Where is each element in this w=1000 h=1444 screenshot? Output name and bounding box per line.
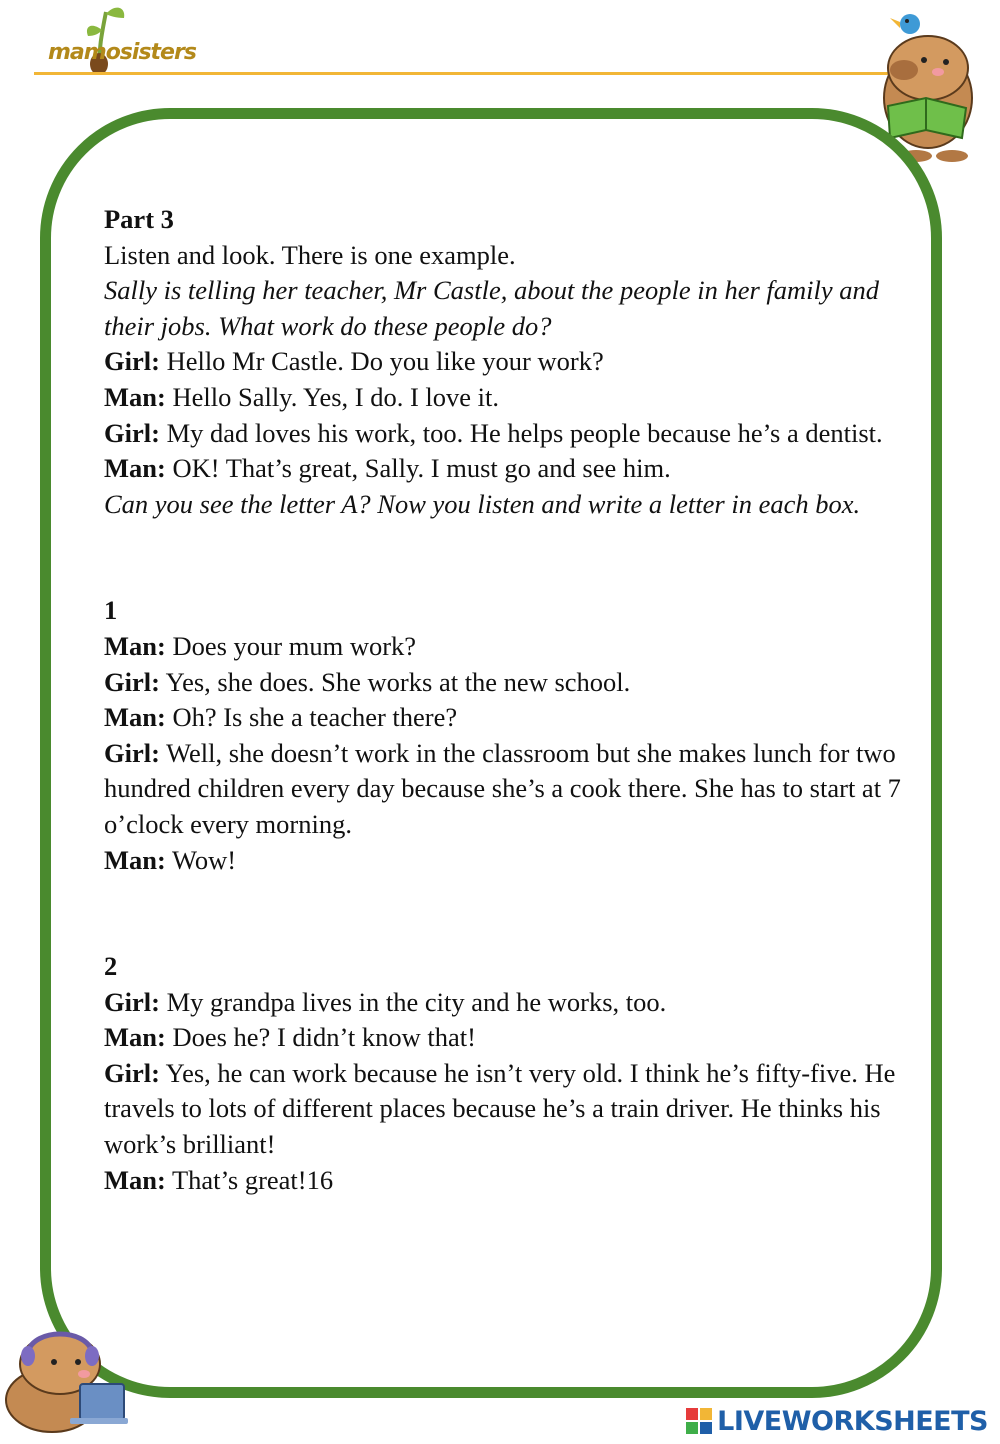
- section-number: 1: [104, 595, 118, 626]
- mamosisters-logo: [44, 2, 196, 82]
- dialogue-text: Does your mum work?: [165, 630, 417, 661]
- dialogue-text: Oh? Is she a teacher there?: [165, 702, 458, 733]
- liveworksheets-watermark: [685, 1404, 988, 1438]
- dialogue-line: [104, 1163, 904, 1199]
- spacer: [104, 522, 904, 593]
- speaker-label: Man:: [104, 1164, 166, 1195]
- intro-line: Listen and look. There is one example.: [104, 239, 516, 270]
- dialogue-text: OK! That’s great, Sally. I must go and see him.: [165, 453, 671, 484]
- dialogue-line: [104, 700, 904, 736]
- dialogue-line: [104, 380, 904, 416]
- instruction-text: Sally is telling her teacher, Mr Castle, about the people in her family and their jobs. What work do these people do?: [104, 275, 880, 341]
- dialogue-text: Does he? I didn’t know that!: [165, 1022, 476, 1053]
- worksheet-content: [104, 202, 904, 1198]
- dialogue-line: [104, 629, 904, 665]
- header-divider: [34, 72, 904, 75]
- dialogue-line: [104, 736, 904, 843]
- speaker-label: Girl:: [104, 986, 160, 1017]
- dialogue-text: Wow!: [165, 844, 237, 875]
- dialogue-line: [104, 985, 904, 1021]
- dialogue-text: Yes, he can work because he isn’t very old. I think he’s fifty-five. He travels to lots of different places because he’s a train driver. He thinks his work’s brilliant!: [104, 1057, 896, 1160]
- spacer: [104, 878, 904, 949]
- dialogue-line: [104, 451, 904, 487]
- dialogue-line: [104, 416, 904, 452]
- task-instruction: Can you see the letter A? Now you listen and write a letter in each box.: [104, 488, 861, 519]
- speaker-label: Man:: [104, 844, 166, 875]
- dialogue-line: [104, 843, 904, 879]
- speaker-label: Man:: [104, 453, 166, 484]
- speaker-label: Girl:: [104, 666, 160, 697]
- speaker-label: Girl:: [104, 1057, 160, 1088]
- speaker-label: Girl:: [104, 417, 160, 448]
- dialogue-line: [104, 344, 904, 380]
- speaker-label: Girl:: [104, 737, 160, 768]
- dialogue-text: Well, she doesn’t work in the classroom but she makes lunch for two hundred children every day because she’s a cook there. She has to start at 7 o’clock every morning.: [104, 737, 901, 839]
- dialogue-text: Yes, she does. She works at the new school.: [159, 666, 631, 697]
- speaker-label: Girl:: [104, 346, 160, 377]
- liveworksheets-icon: [685, 1407, 713, 1435]
- dialogue-text: That’s great!16: [165, 1164, 334, 1195]
- dialogue-text: My dad loves his work, too. He helps people because he’s a dentist.: [159, 417, 883, 448]
- part-heading: Part 3: [104, 204, 174, 234]
- speaker-label: Man:: [104, 630, 166, 661]
- logo-text: mamosisters: [48, 40, 196, 65]
- dialogue-text: Hello Sally. Yes, I do. I love it.: [165, 381, 500, 412]
- dialogue-line: [104, 665, 904, 701]
- speaker-label: Man:: [104, 381, 166, 412]
- dialogue-text: Hello Mr Castle. Do you like your work?: [159, 346, 604, 377]
- dialogue-line: [104, 1020, 904, 1056]
- capybara-headphones-icon: [0, 1322, 130, 1434]
- speaker-label: Man:: [104, 1022, 166, 1053]
- dialogue-text: My grandpa lives in the city and he works, too.: [159, 986, 667, 1017]
- section-number: 2: [104, 951, 118, 982]
- dialogue-line: [104, 1056, 904, 1163]
- watermark-text: LIVEWORKSHEETS: [717, 1405, 988, 1437]
- speaker-label: Man:: [104, 702, 166, 733]
